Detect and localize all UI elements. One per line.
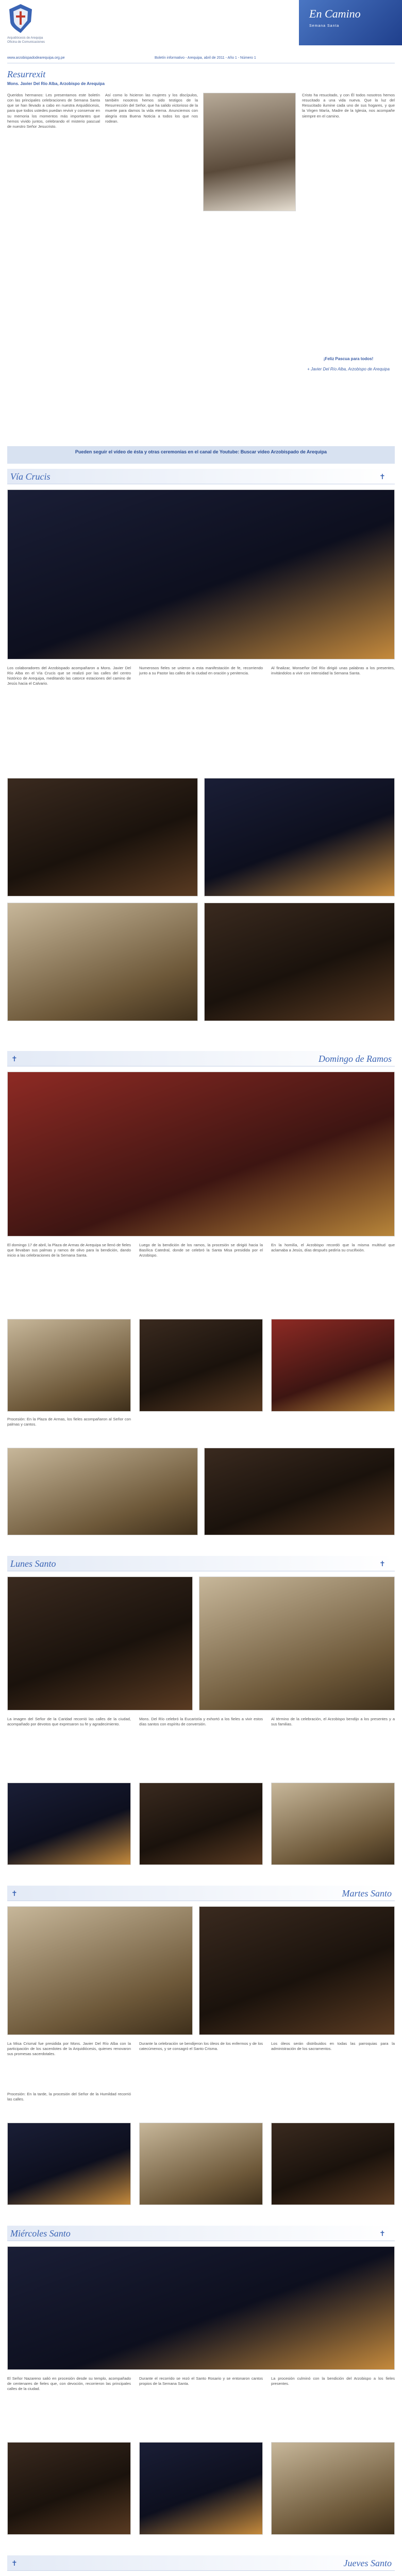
section-header bbox=[7, 2226, 395, 2241]
cross-ornament-icon: ✝ bbox=[379, 472, 386, 481]
section-title: Martes Santo bbox=[342, 1888, 392, 1899]
section-domingo-ramos bbox=[7, 1051, 395, 1546]
org-lines bbox=[7, 36, 45, 44]
cross-ornament-icon: ✝ bbox=[11, 1889, 18, 1897]
org-line-2: Oficina de Comunicaciones bbox=[7, 41, 45, 44]
cross-ornament-icon: ✝ bbox=[11, 2559, 18, 2567]
section-text-2: Durante el recorrido se rezó el Santo Rosario y se entonaron cantos propios de la Semana Santa. bbox=[139, 2376, 263, 2386]
intro-signature: + Javier Del Río Alba, Arzobispo de Arequipa bbox=[307, 367, 390, 371]
header bbox=[0, 0, 402, 67]
section-text-1: El Señor Nazareno salió en procesión desde su templo, acompañado de centenares de fieles que, con devoción, recorrieron las principales calles de la ciudad. bbox=[7, 2376, 131, 2392]
website-link[interactable]: www.arzobispadodearequipa.org.pe bbox=[7, 56, 65, 60]
event-photo bbox=[7, 1906, 193, 2035]
event-photo bbox=[139, 2123, 263, 2205]
event-photo bbox=[7, 1448, 198, 1535]
section-text-2: Durante la celebración se bendijeron los óleos de los enfermos y de los catecúmenos, y se consagró el Santo Crisma. bbox=[139, 2041, 263, 2052]
section-text-3: En la homilía, el Arzobispo recordó que la misma multitud que aclamaba a Jesús, días después pediría su crucifixión. bbox=[271, 1243, 395, 1253]
section-title: Domingo de Ramos bbox=[319, 1054, 392, 1064]
section-title: Vía Crucis bbox=[10, 471, 51, 482]
photo-caption: Procesión: En la tarde, la procesión del Señor de la Humildad recorrió las calles. bbox=[7, 2092, 131, 2102]
event-photo bbox=[271, 2123, 395, 2205]
section-header bbox=[7, 2555, 395, 2571]
issue-meta: Boletín informativo - Arequipa, abril de 2011 - Año 1 - Número 1 bbox=[155, 56, 256, 60]
event-photo bbox=[7, 489, 395, 659]
org-line-1: Arquidiócesis de Arequipa bbox=[7, 37, 43, 40]
event-photo bbox=[199, 1577, 395, 1710]
cross-ornament-icon: ✝ bbox=[379, 1560, 386, 1568]
section-header bbox=[7, 469, 395, 484]
section-jueves-santo bbox=[7, 2555, 395, 2576]
event-photo bbox=[271, 2442, 395, 2535]
event-photo bbox=[139, 2442, 263, 2535]
intro-column-4: Cristo ha resucitado, y con Él todos nosotros hemos resucitado a una vida nueva. Que la luz del Resucitado ilumine cada uno de sus hogares, y que la Virgen María, Madre de la Iglesia, nos acompañe siempre en el camino. bbox=[302, 93, 395, 118]
section-miercoles-santo bbox=[7, 2226, 395, 2545]
intro-quote: ¡Feliz Pascua para todos! bbox=[323, 357, 374, 361]
section-header bbox=[7, 1556, 395, 1571]
event-photo bbox=[7, 1319, 131, 1412]
event-photo bbox=[7, 2442, 131, 2535]
section-text-1: El domingo 17 de abril, la Plaza de Armas de Arequipa se llenó de fieles que llevaban sus palmas y ramos de olivo para la bendición, dando inicio a las celebraciones de la Semana Santa. bbox=[7, 1243, 131, 1258]
section-text-3: La procesión culminó con la bendición del Arzobispo a los fieles presentes. bbox=[271, 2376, 395, 2386]
intro-column-1: Queridos hermanos: Les presentamos este boletín con las principales celebraciones de Semana Santa que se han llevado a cabo en nuestra Arquidiócesis, para que todos ustedes puedan revivir y conservar en su memoria los momentos más importantes que hemos vivido juntos, celebrando el misterio pascual de nuestro Señor Jesucristo. bbox=[7, 93, 100, 129]
event-photo bbox=[199, 1906, 395, 2035]
event-photo bbox=[204, 903, 395, 1021]
section-header bbox=[7, 1051, 395, 1066]
section-title: Miércoles Santo bbox=[10, 2228, 71, 2239]
event-photo bbox=[7, 1577, 193, 1710]
section-text-1: Los colaboradores del Arzobispado acompañaron a Mons. Javier Del Río Alba en el Vía Crucis que se realizó por las calles del centro histórico de Arequipa, meditando las catorce estaciones del camino de Jesús hacia el Calvario. bbox=[7, 666, 131, 686]
section-text-1: La imagen del Señor de la Caridad recorrió las calles de la ciudad, acompañado por devotos que expresaron su fe y agradecimiento. bbox=[7, 1717, 131, 1727]
section-via-crucis bbox=[7, 469, 395, 1041]
event-photo bbox=[204, 778, 395, 896]
section-header bbox=[7, 1886, 395, 1901]
event-photo bbox=[139, 1783, 263, 1865]
coat-of-arms-icon bbox=[7, 3, 34, 34]
archbishop-photo bbox=[203, 93, 296, 211]
banner-title: En Camino bbox=[309, 7, 361, 20]
event-photo bbox=[7, 1783, 131, 1865]
section-text-3: Los óleos serán distribuidos en todas las parroquias para la administración de los sacramentos. bbox=[271, 2041, 395, 2052]
section-lunes-santo bbox=[7, 1556, 395, 1875]
cross-ornament-icon: ✝ bbox=[379, 2229, 386, 2238]
section-title: Jueves Santo bbox=[343, 2558, 392, 2568]
section-text-3: Al finalizar, Monseñor Del Río dirigió unas palabras a los presentes, invitándolos a vivir con intensidad la Semana Santa. bbox=[271, 666, 395, 676]
event-photo bbox=[271, 1783, 395, 1865]
cross-ornament-icon: ✝ bbox=[11, 1055, 18, 1063]
header-banner bbox=[299, 0, 402, 45]
banner-subtitle: Semana Santa bbox=[309, 24, 340, 28]
section-martes-santo bbox=[7, 1886, 395, 2215]
event-photo bbox=[7, 2246, 395, 2370]
intro-subtitle: Mons. Javier Del Río Alba, Arzobispo de Arequipa bbox=[7, 81, 105, 86]
event-photo bbox=[271, 1319, 395, 1412]
event-photo bbox=[7, 778, 198, 896]
section-text-2: Mons. Del Río celebró la Eucaristía y exhortó a los fieles a vivir estos días santos con espíritu de conversión. bbox=[139, 1717, 263, 1727]
section-text-1: La Misa Crismal fue presidida por Mons. Javier Del Río Alba con la participación de los sacerdotes de la Arquidiócesis, quienes renovaron sus promesas sacerdotales. bbox=[7, 2041, 131, 2057]
section-text-3: Al término de la celebración, el Arzobispo bendijo a los presentes y a sus familias. bbox=[271, 1717, 395, 1727]
section-text-2: Luego de la bendición de los ramos, la procesión se dirigió hacia la Basílica Catedral, donde se celebró la Santa Misa presidida por el Arzobispo. bbox=[139, 1243, 263, 1258]
section-title: Lunes Santo bbox=[10, 1558, 56, 1569]
photo-caption: Procesión: En la Plaza de Armas, los fieles acompañaron al Señor con palmas y cantos. bbox=[7, 1417, 131, 1427]
event-photo bbox=[7, 903, 198, 1021]
intro-title: Resurrexit bbox=[7, 69, 46, 79]
intro-section bbox=[7, 68, 395, 439]
event-photo bbox=[7, 2123, 131, 2205]
youtube-notice[interactable]: Pueden seguir el vídeo de ésta y otras ceremonias en el canal de Youtube: Buscar video Arzobispado de Arequipa bbox=[7, 446, 395, 464]
intro-column-2: Así como lo hicieron las mujeres y los discípulos, también nosotros hemos sido testigos de la Resurrección del Señor, que ha salido victorioso de la muerte para darnos la vida eterna. Anunciemos con alegría esta Buena Noticia a todos los que nos rodean. bbox=[105, 93, 198, 124]
event-photo bbox=[139, 1319, 263, 1412]
event-photo bbox=[204, 1448, 395, 1535]
event-photo bbox=[7, 1072, 395, 1236]
section-text-2: Numerosos fieles se unieron a esta manifestación de fe, recorriendo junto a su Pastor las calles de la ciudad en oración y penitencia. bbox=[139, 666, 263, 676]
